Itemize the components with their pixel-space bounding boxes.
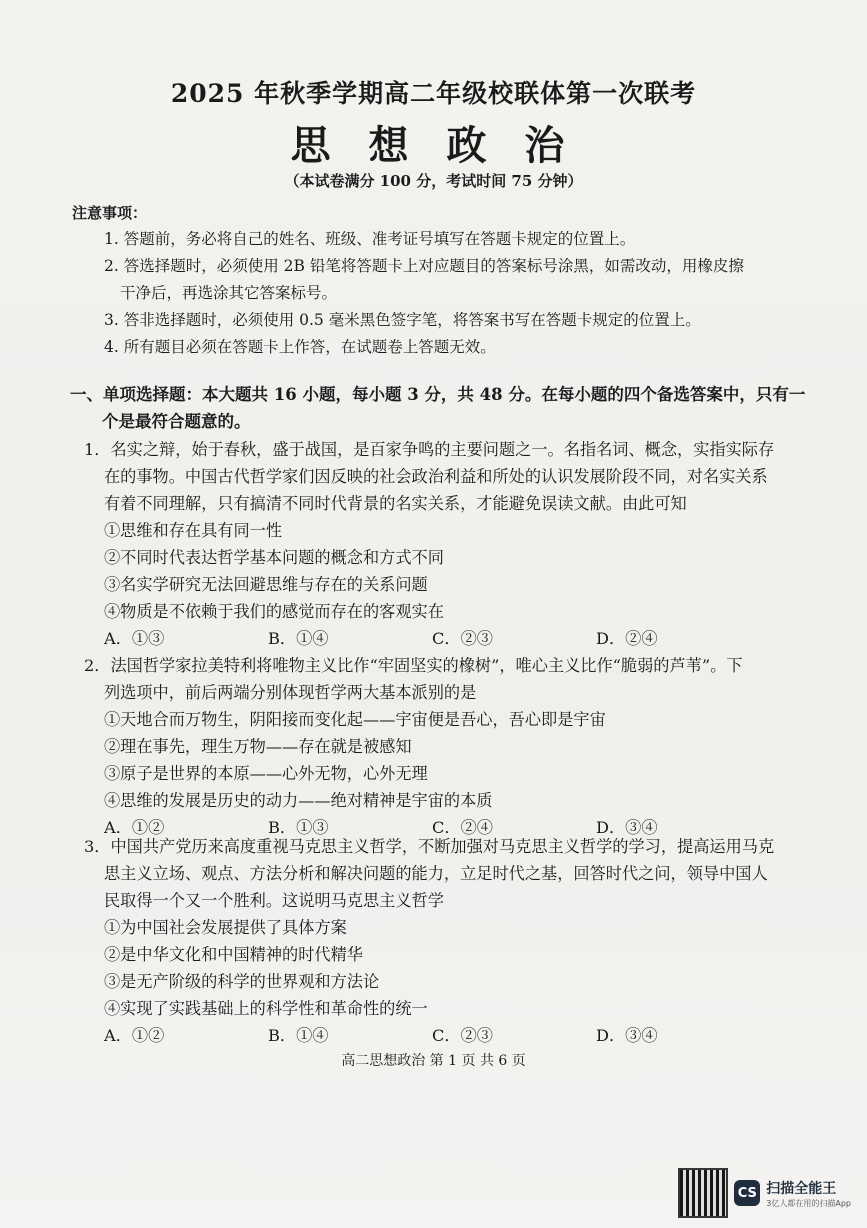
choice-c: C．②③	[432, 629, 493, 648]
watermark-text	[766, 1178, 851, 1209]
note-item: 4. 所有题目必须在答题卡上作答，在试题卷上答题无效。	[104, 338, 496, 356]
question-option: ④物质是不依赖于我们的感觉而存在的客观实在	[104, 602, 444, 621]
question-option: ④思维的发展是历史的动力——绝对精神是宇宙的本质	[104, 791, 493, 810]
choice-a: A．①③	[104, 629, 165, 648]
choice-a: A．①②	[104, 1026, 165, 1045]
choice-d: D．③④	[596, 818, 658, 837]
question-1	[80, 436, 810, 652]
note-item: 2. 答选择题时，必须使用 2B 铅笔将答题卡上对应题目的答案标号涂黑，如需改动，用橡皮擦	[104, 257, 744, 275]
section-heading	[70, 381, 810, 435]
note-item: 1. 答题前，务必将自己的姓名、班级、准考证号填写在答题卡规定的位置上。	[104, 230, 636, 248]
question-option: ①思维和存在具有同一性	[104, 521, 283, 540]
question-option: ③是无产阶级的科学的世界观和方法论	[104, 972, 380, 991]
choice-a: A．①②	[104, 818, 165, 837]
question-stem-line: 思主义立场、观点、方法分析和解决问题的能力，立足时代之基，回答时代之问，领导中国人	[104, 864, 768, 883]
answer-choices	[104, 1022, 810, 1049]
question-stem-line: 列选项中，前后两端分别体现哲学两大基本派别的是	[104, 683, 477, 702]
notes-title: 注意事项：	[72, 204, 148, 222]
exam-title: 2025 年秋季学期高二年级校联体第一次联考	[170, 79, 697, 108]
question-option: ①为中国社会发展提供了具体方案	[104, 918, 347, 937]
choice-b: B．①④	[268, 629, 329, 648]
watermark-tagline: 3亿人都在用的扫描App	[766, 1198, 851, 1208]
question-stem-line: 有着不同理解，只有搞清不同时代背景的名实关系，才能避免误读文献。由此可知	[104, 494, 687, 513]
question-option: ②是中华文化和中国精神的时代精华	[104, 945, 363, 964]
note-item: 3. 答非选择题时，必须使用 0.5 毫米黑色签字笔，将答案书写在答题卡规定的位置上。	[104, 311, 701, 329]
choice-d: D．③④	[596, 1026, 658, 1045]
exam-info: （本试卷满分 100 分，考试时间 75 分钟）	[284, 172, 583, 190]
choice-b: B．①④	[268, 1026, 329, 1045]
question-option: ①天地合而万物生，阴阳接而变化起——宇宙便是吾心，吾心即是宇宙	[104, 710, 606, 729]
scanner-watermark	[678, 1168, 851, 1218]
subject-title: 思 想 政 治	[290, 122, 577, 169]
question-stem-line: 3．中国共产党历来高度重视马克思主义哲学，不断加强对马克思主义哲学的学习，提高运用马克	[84, 837, 775, 856]
question-3	[80, 833, 810, 1049]
section-heading-line: 一、单项选择题：本大题共 16 小题，每小题 3 分，共 48 分。在每小题的四个备选答案中，只有一	[70, 385, 806, 404]
question-stem-line: 在的事物。中国古代哲学家们因反映的社会政治利益和所处的认识发展阶段不同，对名实关系	[104, 467, 768, 486]
question-stem-line: 1．名实之辩，始于春秋，盛于战国，是百家争鸣的主要问题之一。名指名词、概念，实指实际存	[84, 440, 775, 459]
choice-b: B．①③	[268, 818, 329, 837]
qr-code-icon	[678, 1168, 728, 1218]
question-stem-line: 民取得一个又一个胜利。这说明马克思主义哲学	[104, 891, 444, 910]
notes-list	[104, 226, 794, 361]
choice-c: C．②④	[432, 818, 493, 837]
page-footer: 高二思想政治 第 1 页 共 6 页	[341, 1053, 526, 1069]
section-heading-line: 个是最符合题意的。	[102, 412, 251, 431]
question-option: ④实现了实践基础上的科学性和革命性的统一	[104, 999, 428, 1018]
answer-choices	[104, 625, 810, 652]
note-item-continuation: 干净后，再选涂其它答案标号。	[120, 284, 338, 302]
question-option: ③原子是世界的本原——心外无物，心外无理	[104, 764, 428, 783]
camscanner-logo-icon: CS	[734, 1180, 760, 1206]
question-option: ③名实学研究无法回避思维与存在的关系问题	[104, 575, 428, 594]
question-2	[80, 652, 810, 841]
question-option: ②理在事先，理生万物——存在就是被感知	[104, 737, 412, 756]
question-option: ②不同时代表达哲学基本问题的概念和方式不同	[104, 548, 444, 567]
choice-d: D．②④	[596, 629, 658, 648]
choice-c: C．②③	[432, 1026, 493, 1045]
question-stem-line: 2．法国哲学家拉美特利将唯物主义比作“牢固坚实的橡树”，唯心主义比作“脆弱的芦苇”。下	[84, 656, 743, 675]
watermark-app-name: 扫描全能王	[766, 1180, 837, 1197]
